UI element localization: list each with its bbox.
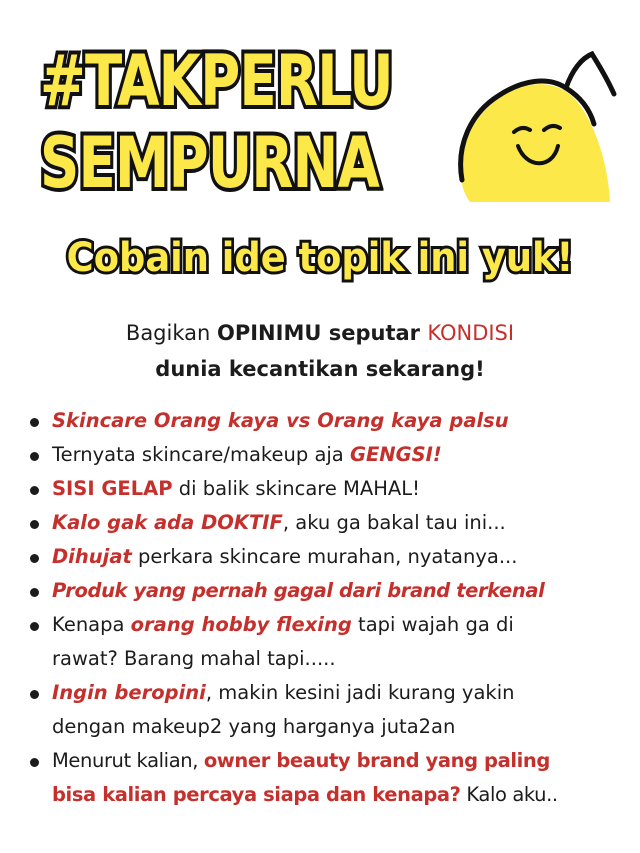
subtitle: Cobain ide topik ini yuk! — [66, 235, 574, 281]
intro-part-3: seputar — [321, 321, 428, 345]
topic-item: Produk yang pernah gagal dari brand terkenal — [26, 574, 626, 608]
intro-part-1: Bagikan — [125, 321, 217, 345]
intro-condition: KONDISI — [427, 321, 515, 345]
topic-item: Dihujat perkara skincare murahan, nyatanya... — [26, 540, 626, 574]
intro-text — [0, 315, 640, 387]
topic-item: Skincare Orang kaya vs Orang kaya palsu — [26, 404, 626, 438]
intro-line-2: dunia kecantikan sekarang! — [155, 357, 485, 381]
topic-item: Kalo gak ada DOKTIF, aku ga bakal tau ini... — [26, 506, 626, 540]
title-line-2: SEMPURNA — [40, 122, 380, 204]
topic-list — [26, 404, 626, 812]
intro-opinion: OPINIMU — [217, 321, 322, 345]
topic-item: Kenapa orang hobby flexing tapi wajah ga di rawat? Barang mahal tapi..... — [26, 608, 626, 676]
topic-item: Ingin beropini, makin kesini jadi kurang yakin dengan makeup2 yang harganya juta2an — [26, 676, 626, 744]
topic-item: Ternyata skincare/makeup aja GENGSI! — [26, 438, 626, 472]
topic-item: SISI GELAP di balik skincare MAHAL! — [26, 472, 626, 506]
smiling-yellow-blob-icon — [448, 50, 618, 210]
topic-item: Menurut kalian, owner beauty brand yang paling bisa kalian percaya siapa dan kenapa? Kalo aku.. — [26, 744, 626, 812]
title-line-1: #TAKPERLU — [40, 40, 393, 122]
intro-line-1 — [0, 315, 640, 351]
